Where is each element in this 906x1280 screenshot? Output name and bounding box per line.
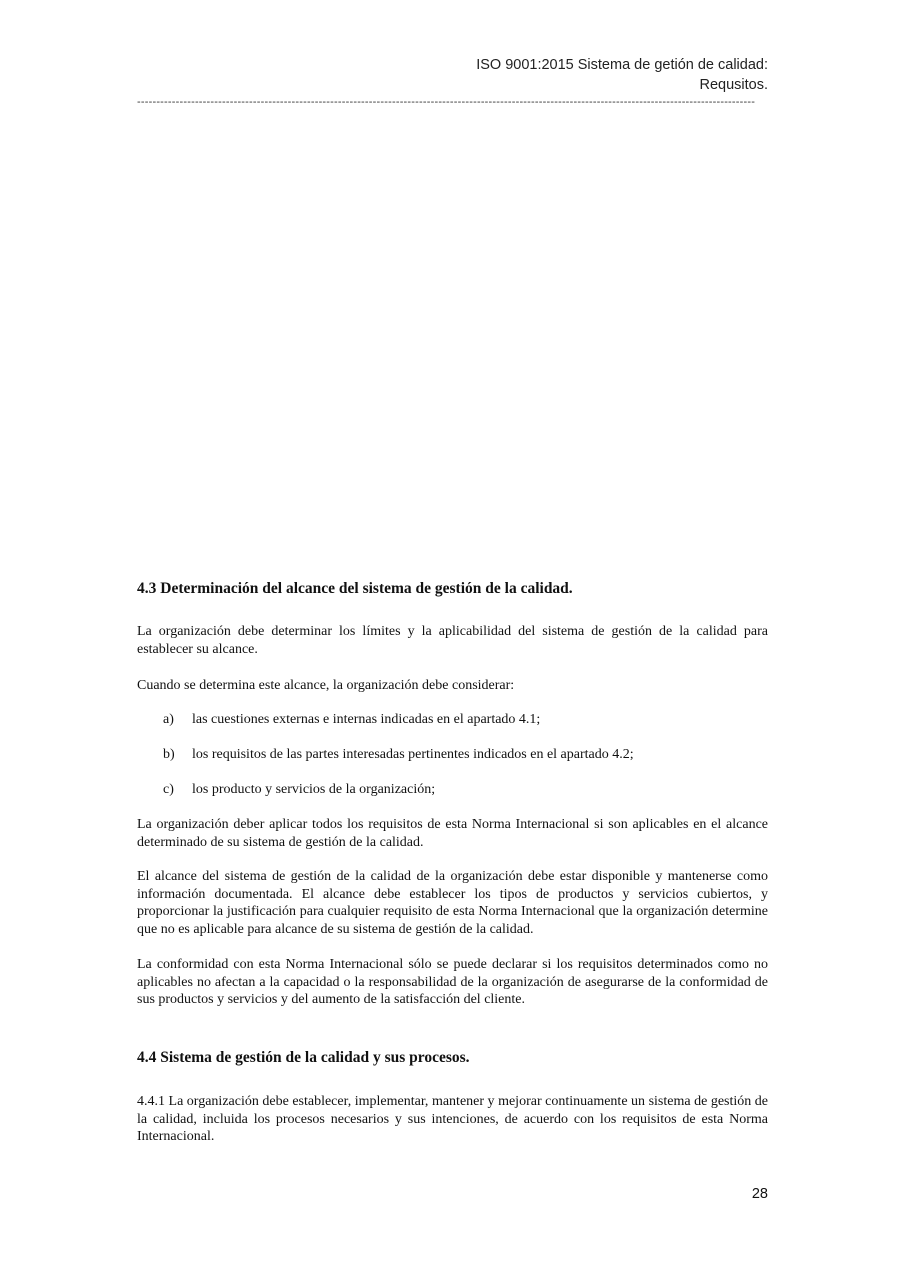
paragraph: Cuando se determina este alcance, la organización debe considerar: [137, 678, 515, 693]
paragraph: La organización debe determinar los límites y la aplicabilidad del sistema de gestión de la calidad para establecer su alcance. [137, 624, 768, 657]
section-heading-4-3: 4.3 Determinación del alcance del sistema de gestión de la calidad. [137, 580, 573, 597]
list-item [163, 781, 763, 799]
list-text: los producto y servicios de la organización; [192, 782, 436, 797]
paragraph: El alcance del sistema de gestión de la calidad de la organización debe estar disponible y mantenerse como información documentada. El alcance debe establecer los tipos de productos y servicios cubiertos, y proporcionar la justificación para cualquier requisito de esta Norma Internacional que la organización determine que no es aplicable para alcance de su sistema de gestión de la calidad. [137, 869, 768, 937]
header-title: ISO 9001:2015 Sistema de getión de calidad: [476, 57, 768, 73]
header-divider: ---------------------------------------------------------------------------------------------------------------------------------------------------------------- [137, 96, 756, 108]
list-marker: c) [163, 782, 174, 797]
list-text: los requisitos de las partes interesadas pertinentes indicados en el apartado 4.2; [192, 747, 634, 762]
header-subtitle: Requsitos. [699, 77, 768, 93]
page-number: 28 [751, 1186, 768, 1202]
paragraph: 4.4.1 La organización debe establecer, implementar, mantener y mejorar continuamente un sistema de gestión de la calidad, incluida los procesos necesarios y sus intenciones, de acuerdo con los requisitos de esta Norma Internacional. [137, 1094, 768, 1144]
section-heading-4-4: 4.4 Sistema de gestión de la calidad y sus procesos. [137, 1049, 470, 1066]
list-item [163, 746, 763, 764]
list-marker: a) [163, 712, 174, 727]
paragraph: La organización deber aplicar todos los requisitos de esta Norma Internacional si son aplicables en el alcance determinado de su sistema de gestión de la calidad. [137, 817, 768, 850]
running-header [476, 55, 768, 95]
list-marker: b) [163, 747, 175, 762]
list-item [163, 711, 763, 729]
list-text: las cuestiones externas e internas indicadas en el apartado 4.1; [192, 712, 541, 727]
paragraph: La conformidad con esta Norma Internacional sólo se puede declarar si los requisitos determinados como no aplicables no afectan a la capacidad o la responsabilidad de la organización de asegurarse de la conformidad de sus productos y servicios y del aumento de la satisfacción del cliente. [137, 957, 768, 1007]
